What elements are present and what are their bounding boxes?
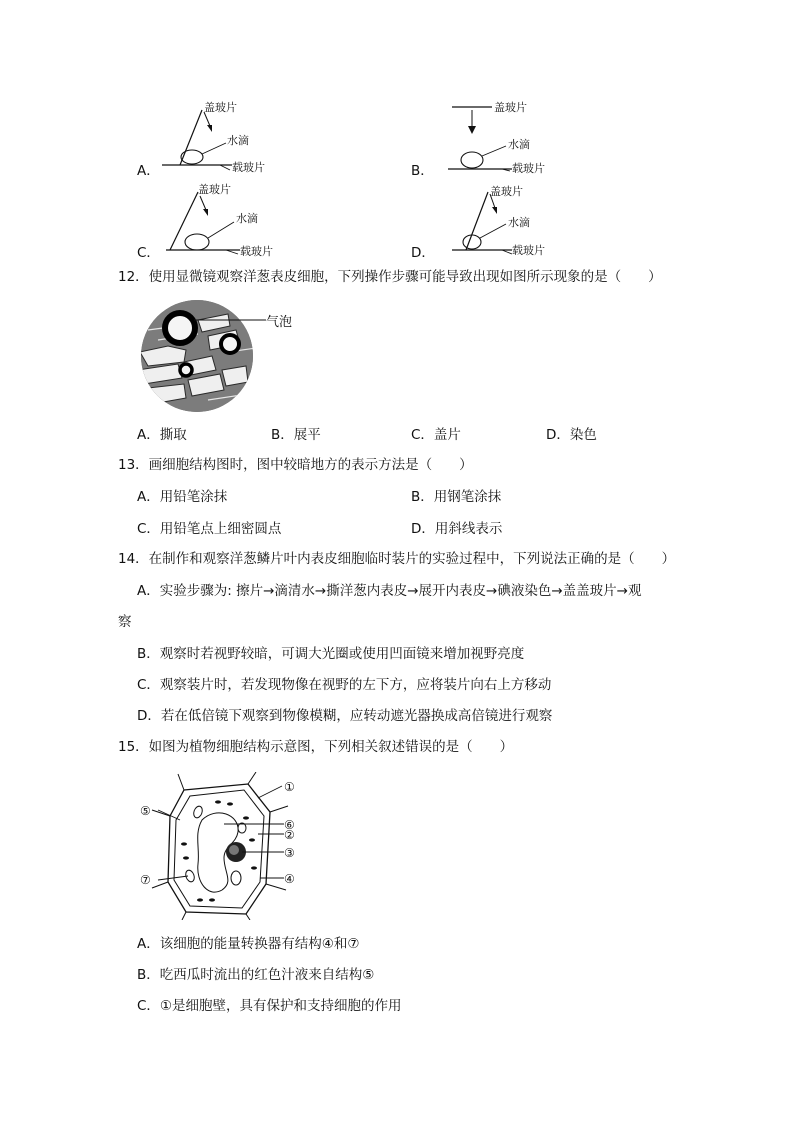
q11-option-a-diagram — [160, 98, 280, 178]
q11-d-drop-label: 水滴 — [508, 216, 530, 229]
q15-stem: 15．如图为植物细胞结构示意图，下列相关叙述错误的是（ ） — [118, 739, 514, 755]
q11-option-a-letter: A． — [137, 163, 160, 179]
q11-d-cover-label: 盖玻片 — [490, 185, 523, 198]
q11-b-cover-label: 盖玻片 — [494, 101, 527, 114]
q14-option-b[interactable]: B．观察时若视野较暗，可调大光圈或使用凹面镜来增加视野亮度 — [137, 646, 525, 662]
q11-option-c-letter: C． — [137, 245, 160, 261]
q13-option-b[interactable]: B．用钢笔涂抹 — [411, 489, 502, 505]
q13-stem: 13．画细胞结构图时，图中较暗地方的表示方法是（ ） — [118, 457, 473, 473]
q15-option-a[interactable]: A．该细胞的能量转换器有结构④和⑦ — [137, 936, 360, 952]
cell-label-7: ⑦ — [140, 873, 151, 887]
q11-c-drop-label: 水滴 — [236, 212, 258, 225]
q14-option-a[interactable]: A．实验步骤为: 擦片→滴清水→撕洋葱内表皮→展开内表皮→碘液染色→盖盖玻片→观 — [137, 583, 642, 599]
q11-option-b-diagram — [440, 98, 570, 178]
q14-option-d[interactable]: D．若在低倍镜下观察到物像模糊，应转动遮光器换成高倍镜进行观察 — [137, 708, 553, 724]
q11-a-drop-label: 水滴 — [227, 134, 249, 147]
q12-microscope-view-figure — [138, 300, 308, 415]
q14-option-c[interactable]: C．观察装片时，若发现物像在视野的左下方，应将装片向右上方移动 — [137, 677, 552, 693]
q12-option-b[interactable]: B．展平 — [271, 427, 321, 443]
q11-option-b-letter: B． — [411, 163, 434, 179]
q11-c-cover-label: 盖玻片 — [198, 183, 231, 196]
cell-label-4: ④ — [284, 872, 295, 886]
cell-label-2: ② — [284, 828, 295, 842]
q15-option-b[interactable]: B．吃西瓜时流出的红色汁液来自结构⑤ — [137, 967, 375, 983]
q11-a-slide-label: 载玻片 — [232, 161, 265, 174]
q13-option-c[interactable]: C．用铅笔点上细密圆点 — [137, 521, 282, 537]
q11-b-drop-label: 水滴 — [508, 138, 530, 151]
q13-option-a[interactable]: A．用铅笔涂抹 — [137, 489, 228, 505]
q11-option-d-diagram — [440, 180, 570, 260]
q12-option-c[interactable]: C．盖片 — [411, 427, 461, 443]
q15-plant-cell-figure — [138, 772, 308, 920]
q11-c-slide-label: 载玻片 — [240, 245, 273, 258]
cell-label-5: ⑤ — [140, 804, 151, 818]
cell-label-1: ① — [284, 780, 295, 794]
q11-b-slide-label: 载玻片 — [512, 162, 545, 175]
q11-option-c-diagram — [160, 180, 290, 260]
q14-stem: 14．在制作和观察洋葱鳞片叶内表皮细胞临时装片的实验过程中，下列说法正确的是（ ） — [118, 551, 676, 567]
q14-option-a-continued: 察 — [118, 614, 132, 630]
q11-a-cover-label: 盖玻片 — [204, 101, 237, 114]
bubble-label: 气泡 — [266, 315, 293, 330]
q15-option-c[interactable]: C．①是细胞壁，具有保护和支持细胞的作用 — [137, 998, 402, 1014]
q12-option-d[interactable]: D．染色 — [546, 427, 597, 443]
q13-option-d[interactable]: D．用斜线表示 — [411, 521, 503, 537]
q12-stem: 12．使用显微镜观察洋葱表皮细胞，下列操作步骤可能导致出现如图所示现象的是（ ） — [118, 269, 662, 285]
cell-label-6: ⑥ — [284, 818, 295, 832]
q12-option-a[interactable]: A．撕取 — [137, 427, 187, 443]
q11-option-d-letter: D． — [411, 245, 435, 261]
cell-label-3: ③ — [284, 846, 295, 860]
q11-d-slide-label: 载玻片 — [512, 244, 545, 257]
